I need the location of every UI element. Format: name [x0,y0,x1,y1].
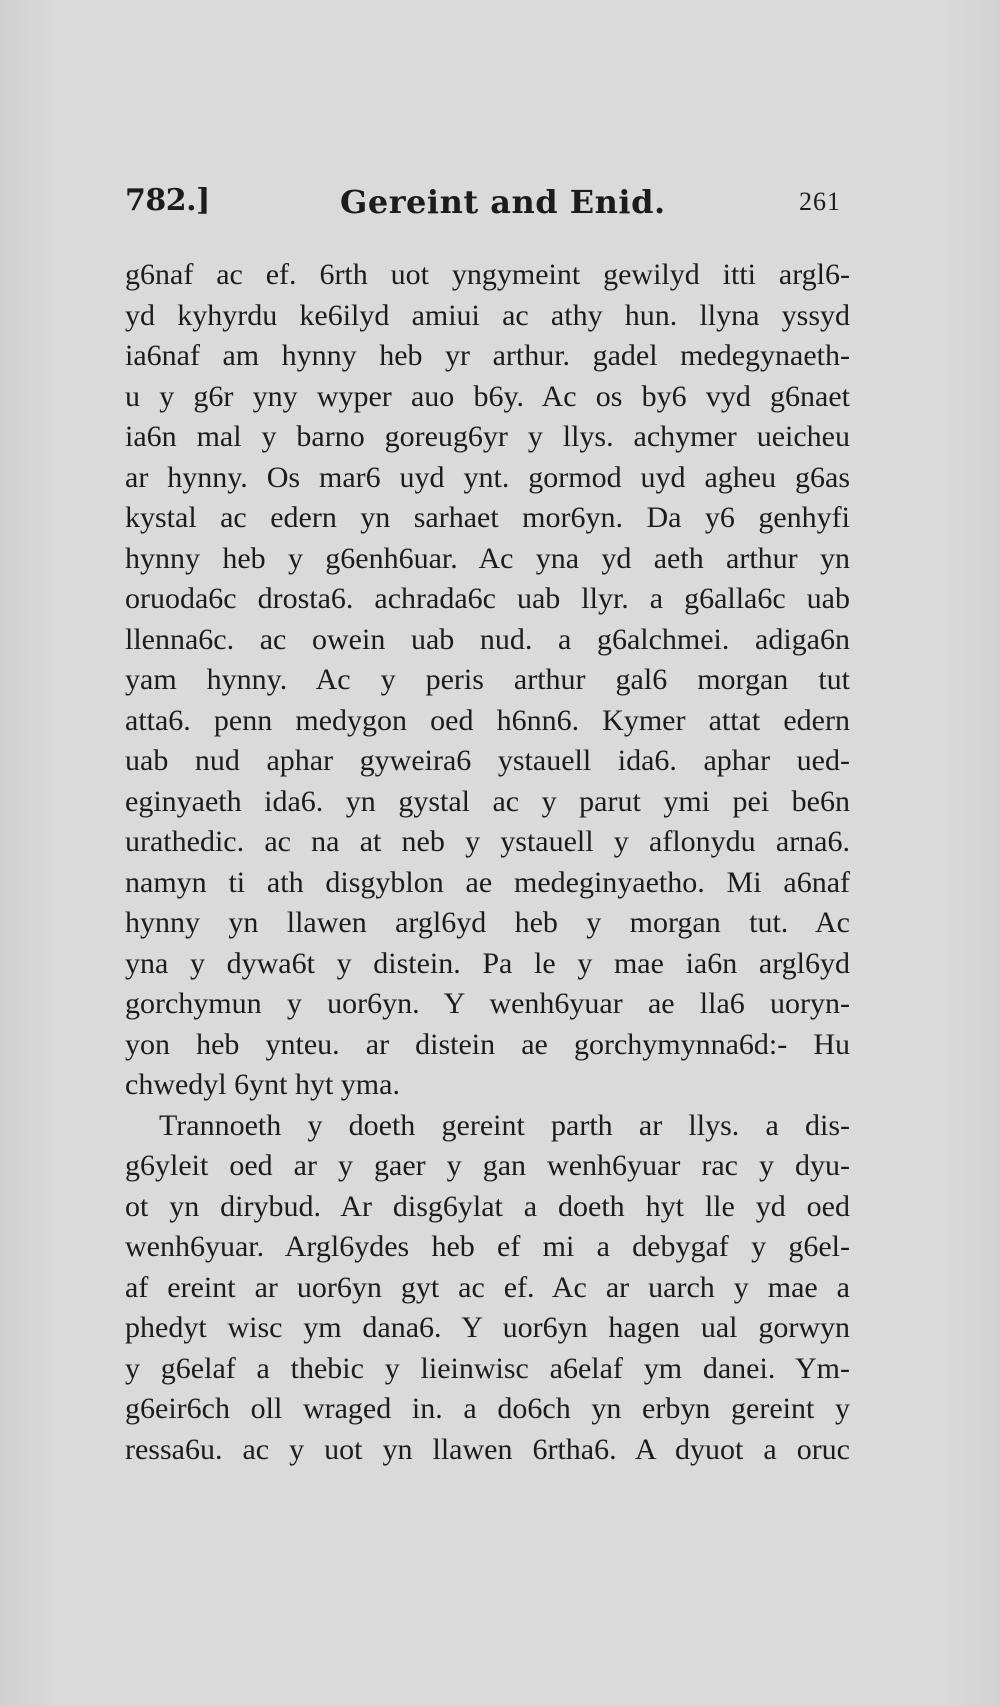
text-line: ia6n mal y barno goreug6yr y llys. achymer ueicheu [125,420,850,453]
text-line: g6yleit oed ar y gaer y gan wenh6yuar rac y dyu- [125,1149,850,1182]
running-title: Gereint and Enid. [340,183,666,221]
text-line: yd kyhyrdu ke6ilyd amiui ac athy hun. llyna yssyd [125,298,850,332]
text-line: oruoda6c drosta6. achrada6c uab llyr. a g6alla6c uab [125,582,850,615]
text-line: eginyaeth ida6. yn gystal ac y parut ymi pei be6n [125,784,850,818]
text-line: phedyt wisc ym dana6. Y uor6yn hagen ual gorwyn [125,1311,850,1344]
text-line: urathedic. ac na at neb y ystauell y aflonydu arna6. [125,825,850,858]
text-line: ot yn dirybud. Ar disg6ylat a doeth hyt lle yd oed [125,1189,850,1223]
text-line: uab nud aphar gyweira6 ystauell ida6. aphar ued- [125,744,850,777]
text-line: g6naf ac ef. 6rth uot yngymeint gewilyd itti argl6- [125,258,850,291]
text-line: hynny heb y g6enh6uar. Ac yna yd aeth arthur yn [125,541,850,575]
text-line: u y g6r yny wyper auo b6y. Ac os by6 vyd g6naet [125,379,850,413]
section-reference: 782.] [125,183,210,218]
page-number: 261 [799,187,841,216]
body-text [125,255,850,1470]
text-line: yon heb ynteu. ar distein ae gorchymynna6d:- Hu [125,1027,850,1061]
text-line: wenh6yuar. Argl6ydes heb ef mi a debygaf y g6el- [125,1230,850,1263]
text-line: llenna6c. ac owein uab nud. a g6alchmei. adiga6n [125,622,850,656]
text-line: kystal ac edern yn sarhaet mor6yn. Da y6 genhyfi [125,501,850,534]
text-line: atta6. penn medygon oed h6nn6. Kymer attat edern [125,703,850,737]
text-line: yam hynny. Ac y peris arthur gal6 morgan tut [125,663,850,696]
text-line: af ereint ar uor6yn gyt ac ef. Ac ar uarch y mae a [125,1270,850,1304]
text-line: yna y dywa6t y distein. Pa le y mae ia6n argl6yd [125,946,850,980]
text-line: ar hynny. Os mar6 uyd ynt. gormod uyd agheu g6as [125,460,850,494]
text-line: gorchymun y uor6yn. Y wenh6yuar ae lla6 uoryn- [125,987,850,1020]
text-line: hynny yn llawen argl6yd heb y morgan tut. Ac [125,906,850,939]
text-line: ressa6u. ac y uot yn llawen 6rtha6. A dyuot a oruc [125,1432,850,1466]
text-line: y g6elaf a thebic y lieinwisc a6elaf ym danei. Ym- [125,1351,850,1385]
text-line: g6eir6ch oll wraged in. a do6ch yn erbyn gereint y [125,1392,850,1425]
text-line: namyn ti ath disgyblon ae medeginyaetho. Mi a6naf [125,865,850,899]
text-line: ia6naf am hynny heb yr arthur. gadel medegynaeth- [125,339,850,372]
page-header [125,183,841,227]
text-line: Trannoeth y doeth gereint parth ar llys. a dis- [159,1108,850,1142]
text-line: chwedyl 6ynt hyt yma. [125,1068,400,1101]
